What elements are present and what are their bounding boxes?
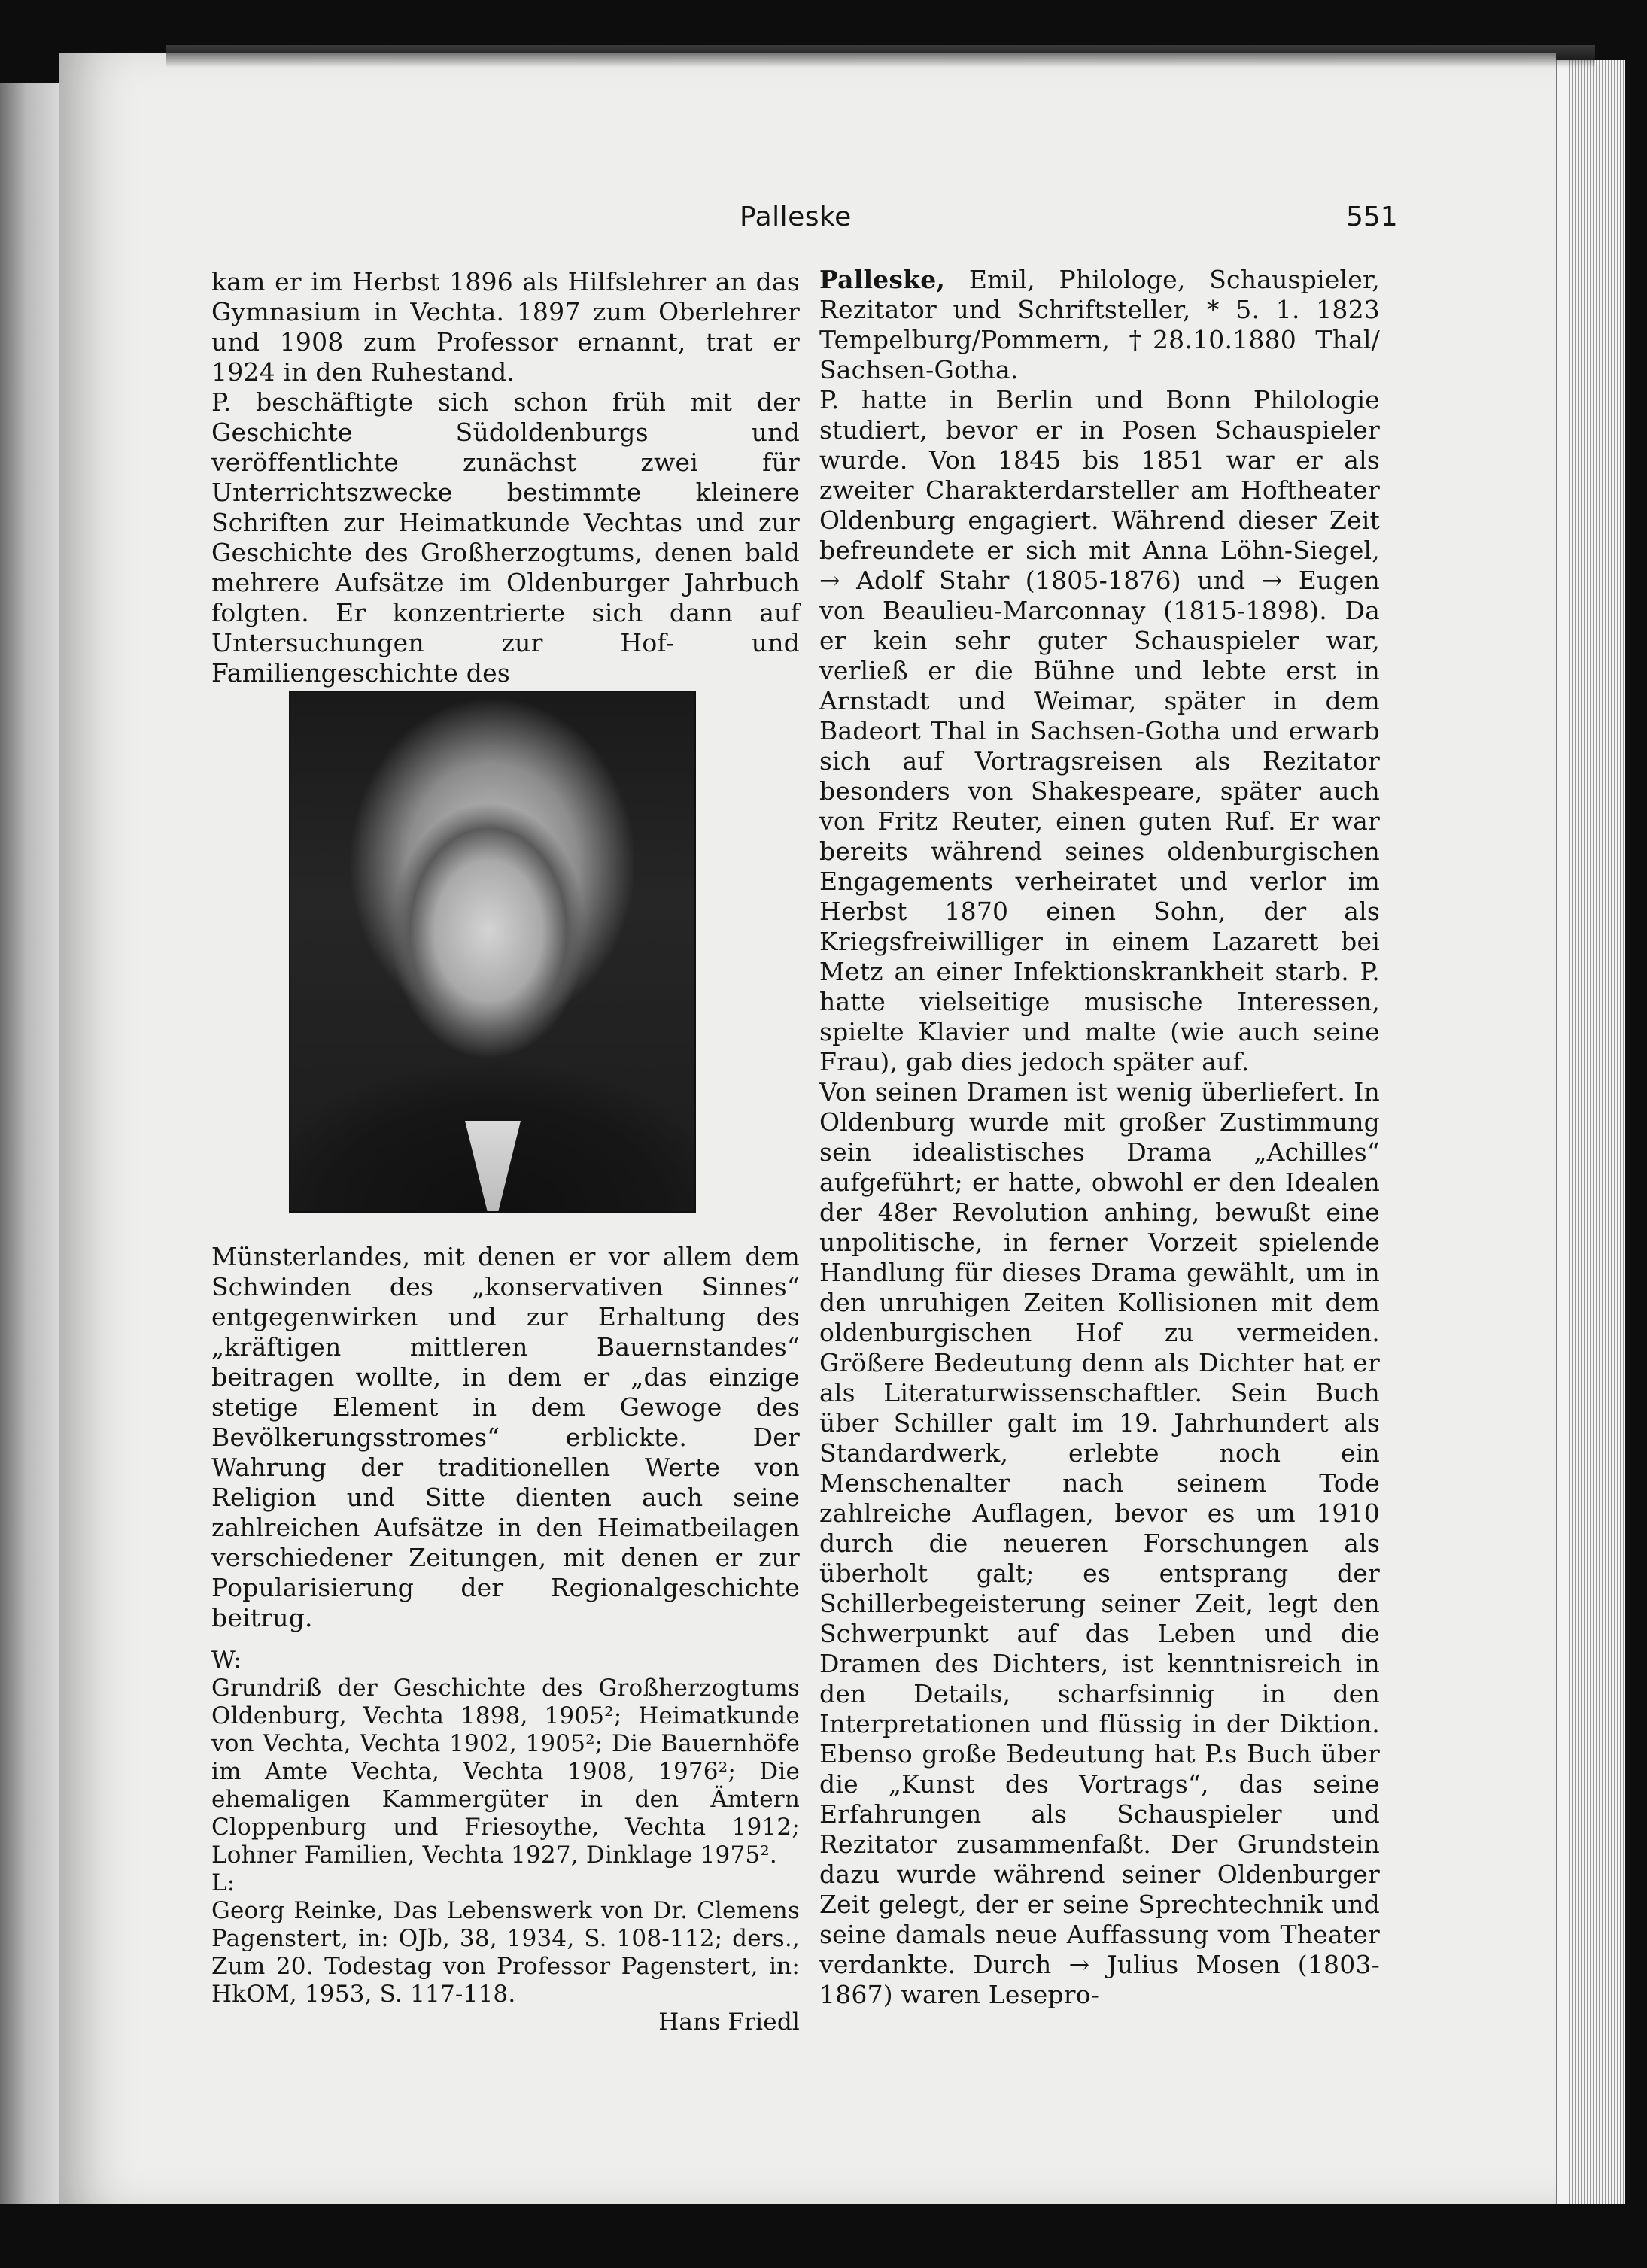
works-label: W: [211, 1647, 242, 1674]
article-author: Hans Friedl [658, 2008, 800, 2036]
works-list: Grundriß der Geschichte des Großherzogtums Oldenburg, Vechta 1898, 1905²; Heimatkunde von Vechta, Vechta 1902, 1905²; Die Bauernhöfe im Amte Vechta, Vechta 1908, 1976²; Die ehemaligen Kammergüter in den Ämtern Cloppenburg und Friesoythe, Vechta 1912; Lohner Familien, Vechta 1927, Dinklage 1975². [211, 1674, 800, 1869]
literature-list: Georg Reinke, Das Lebenswerk von Dr. Clemens Pagenstert, in: OJb, 38, 1934, S. 108-112; ders., Zum 20. Todestag von Professor Pagenstert, in: HkOM, 1953, S. 117-118. [211, 1897, 800, 2008]
left-column-bottom [211, 1242, 800, 2036]
paragraph: kam er im Herbst 1896 als Hilfslehrer an das Gymnasium in Vechta. 1897 zum Oberlehrer und 1908 zum Professor ernannt, trat er 1924 in den Ruhestand. [211, 267, 800, 387]
bibliography [211, 1647, 800, 2036]
facing-page-edge [0, 83, 59, 2204]
running-head-title: Palleske [740, 202, 852, 232]
entry-name: Palleske, [819, 265, 946, 294]
entry-heading [819, 265, 1380, 385]
paragraph: P. hatte in Berlin und Bonn Philologie studiert, bevor er in Posen Schauspieler wurde. Von 1845 bis 1851 war er als zweiter Charakterdarsteller am Hoftheater Oldenburg engagiert. Während dieser Zeit befreundete er sich mit Anna Löhn-Siegel, → Adolf Stahr (1805-1876) und → Eugen von Beaulieu-Marconnay (1815-1898). Da er kein sehr guter Schauspieler war, verließ er die Bühne und lebte erst in Arnstadt und Weimar, später in dem Badeort Thal in Sachsen-Gotha und erwarb sich auf Vortragsreisen als Rezitator besonders von Shakespeare, später auch von Fritz Reuter, einen guten Ruf. Er war bereits während seines oldenburgischen Engagements verheiratet und verlor im Herbst 1870 einen Sohn, der als Kriegsfreiwilliger in einem Lazarett bei Metz an einer Infektionskrankheit starb. P. hatte vielseitige musische Interessen, spielte Klavier und malte (wie auch seine Frau), gab dies jedoch später auf. [819, 385, 1380, 1076]
right-column [819, 265, 1380, 2010]
top-shadow [166, 45, 1595, 68]
literature-label: L: [211, 1869, 236, 1896]
running-head [59, 202, 1556, 247]
entry-intro: Emil, Philologe, Schauspieler, Rezitator und Schriftsteller, * 5. 1. 1823 Tempelburg/Pommern, †28.10.1880 Thal/ Sachsen-Gotha. [819, 265, 1380, 384]
page-stack-edge [1556, 60, 1625, 2204]
page-number: 551 [1346, 202, 1398, 232]
paragraph: P. beschäftigte sich schon früh mit der Geschichte Südoldenburgs und veröffentlichte zunächst zwei für Unterrichtszwecke bestimmte kleinere Schriften zur Heimatkunde Vechtas und zur Geschichte des Großherzogtums, denen bald mehrere Aufsätze im Oldenburger Jahrbuch folgten. Er konzentrierte sich dann auf Untersuchungen zur Hof- und Familiengeschichte des [211, 387, 800, 688]
paragraph: Münsterlandes, mit denen er vor allem dem Schwinden des „konservativen Sinnes“ entgegenwirken und zur Erhaltung des „kräftigen mittleren Bauernstandes“ beitragen wollte, in dem er „das einzige stetige Element in dem Gewoge des Bevölkerungsstromes“ erblickte. Der Wahrung der traditionellen Werte von Religion und Sitte dienten auch seine zahlreichen Aufsätze in den Heimatbeilagen verschiedener Zeitungen, mit denen er zur Popularisierung der Regionalgeschichte beitrug. [211, 1242, 800, 1632]
left-column-top [211, 267, 800, 688]
portrait-photo [289, 691, 696, 1213]
paragraph: Von seinen Dramen ist wenig überliefert. In Oldenburg wurde mit großer Zustimmung sein idealistisches Drama „Achilles“ aufgeführt; er hatte, obwohl er den Idealen der 48er Revolution anhing, bewußt eine unpolitische, in ferner Vorzeit spielende Handlung für dieses Drama gewählt, um in den unruhigen Zeiten Kollisionen mit dem oldenburgischen Hof zu vermeiden. Größere Bedeutung denn als Dichter hat er als Literaturwissenschaftler. Sein Buch über Schiller galt im 19. Jahrhundert als Standardwerk, erlebte noch ein Menschenalter nach seinem Tode zahlreiche Auflagen, bevor es um 1910 durch die neueren Forschungen als überholt galt; es entsprang der Schillerbegeisterung seiner Zeit, legt den Schwerpunkt auf das Leben und die Dramen des Dichters, ist kenntnisreich in den Details, scharfsinnig in den Interpretationen und flüssig in der Diktion. Ebenso große Bedeutung hat P.s Buch über die „Kunst des Vortrags“, das seine Erfahrungen als Schauspieler und Rezitator zusammenfaßt. Der Grundstein dazu wurde während seiner Oldenburger Zeit gelegt, der er seine Sprechtechnik und seine damals neue Auffassung vom Theater verdankte. Durch → Julius Mosen (1803-1867) waren Lesepro- [819, 1077, 1380, 2009]
